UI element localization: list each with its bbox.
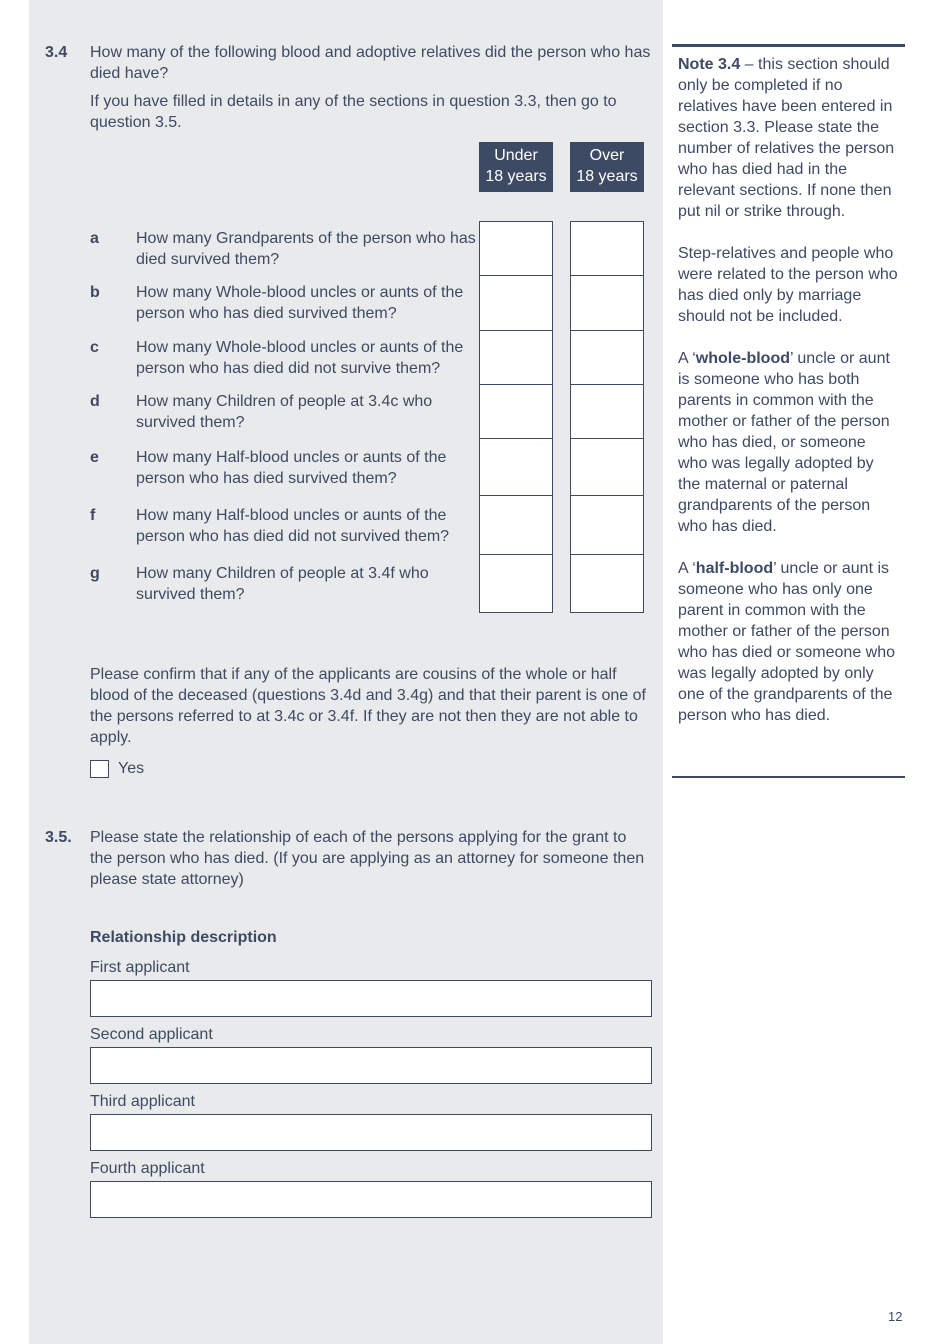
column-header-over-18 — [570, 142, 644, 192]
note-whole-blood — [678, 348, 899, 537]
half-blood-term: half-blood — [695, 560, 774, 577]
cousin-confirmation-text: Please confirm that if any of the applicants are cousins of the whole or half blood of the deceased (questions 3.4d and 3.4g) and that their parent is one of the persons referred to at 3.4c or 3.4f. If they are not then they are not able to apply. — [90, 666, 646, 746]
over-label-line1: Over — [589, 147, 625, 164]
half-blood-prefix: A ‘ — [678, 560, 696, 577]
row-b-under-18-input[interactable] — [479, 275, 553, 331]
row-g-under-18-input[interactable] — [479, 554, 553, 613]
fourth-applicant-relationship-input[interactable] — [90, 1181, 652, 1218]
row-f-over-18-input[interactable] — [570, 495, 644, 555]
question-3-4-instruction: If you have filled in details in any of the sections in question 3.3, then go to question 3.5. — [90, 93, 617, 131]
row-e-text: How many Half-blood uncles or aunts of the person who has died survived them? — [136, 449, 447, 487]
second-applicant-label: Second applicant — [90, 1026, 213, 1043]
whole-blood-term: whole-blood — [695, 350, 790, 367]
under-label-line2: 18 years — [485, 168, 547, 185]
note-half-blood — [678, 558, 899, 726]
first-applicant-relationship-input[interactable] — [90, 980, 652, 1017]
yes-label: Yes — [118, 760, 145, 777]
note-intro — [678, 54, 899, 222]
row-d-over-18-input[interactable] — [570, 384, 644, 439]
whole-blood-definition: ’ uncle or aunt is someone who has both parents in common with the mother or father of the person who has died, or someone who was legally adopted by the maternal or paternal grandparents of the person who has died. — [678, 350, 890, 535]
row-g-over-18-input[interactable] — [570, 554, 644, 613]
question-3-4-number: 3.4 — [45, 44, 68, 61]
yes-checkbox[interactable] — [90, 760, 109, 778]
row-f-text: How many Half-blood uncles or aunts of the person who has died did not survived them? — [136, 507, 450, 545]
row-f-letter: f — [90, 507, 96, 524]
page-number: 12 — [888, 1309, 903, 1324]
row-b-letter: b — [90, 284, 100, 301]
question-3-5-text: Please state the relationship of each of the persons applying for the grant to the person who has died. (If you are applying as an attorney for someone then please state attorney) — [90, 829, 645, 888]
row-c-under-18-input[interactable] — [479, 330, 553, 385]
row-d-under-18-input[interactable] — [479, 384, 553, 439]
column-header-under-18 — [479, 142, 553, 192]
first-applicant-label: First applicant — [90, 959, 190, 976]
row-a-letter: a — [90, 230, 99, 247]
row-b-text: How many Whole-blood uncles or aunts of the person who has died survived them? — [136, 284, 464, 322]
row-g-letter: g — [90, 565, 100, 582]
note-title: Note 3.4 — [678, 56, 741, 73]
under-label-line1: Under — [494, 147, 538, 164]
row-a-text: How many Grandparents of the person who has died survived them? — [136, 230, 476, 268]
third-applicant-label: Third applicant — [90, 1093, 195, 1110]
row-a-under-18-input[interactable] — [479, 221, 553, 276]
half-blood-definition: ’ uncle or aunt is someone who has only one parent in common with the mother or father of the person who has died or someone who was legally adopted by only one of the grandparents of the person who has died. — [678, 560, 896, 724]
row-b-over-18-input[interactable] — [570, 275, 644, 331]
relationship-heading: Relationship description — [90, 929, 277, 946]
question-3-5-number: 3.5. — [45, 829, 72, 846]
note-intro-text: – this section should only be completed if no relatives have been entered in section 3.3. Please state the number of relatives the person who has died had in the relevant sections. If none then put nil or strike through. — [678, 56, 895, 220]
second-applicant-relationship-input[interactable] — [90, 1047, 652, 1084]
row-f-under-18-input[interactable] — [479, 495, 553, 555]
note-3-4-sidebar — [672, 44, 905, 778]
row-e-under-18-input[interactable] — [479, 438, 553, 496]
over-label-line2: 18 years — [576, 168, 638, 185]
row-d-text: How many Children of people at 3.4c who survived them? — [136, 393, 433, 431]
third-applicant-relationship-input[interactable] — [90, 1114, 652, 1151]
whole-blood-prefix: A ‘ — [678, 350, 696, 367]
row-d-letter: d — [90, 393, 100, 410]
fourth-applicant-label: Fourth applicant — [90, 1160, 205, 1177]
row-c-text: How many Whole-blood uncles or aunts of the person who has died did not survive them? — [136, 339, 464, 377]
row-e-letter: e — [90, 449, 99, 466]
row-c-over-18-input[interactable] — [570, 330, 644, 385]
row-c-letter: c — [90, 339, 99, 356]
question-3-4-text: How many of the following blood and adoptive relatives did the person who has died have? — [90, 44, 651, 82]
row-g-text: How many Children of people at 3.4f who survived them? — [136, 565, 429, 603]
row-a-over-18-input[interactable] — [570, 221, 644, 276]
row-e-over-18-input[interactable] — [570, 438, 644, 496]
note-step-relatives: Step-relatives and people who were related to the person who has died only by marriage should not be included. — [678, 245, 898, 325]
